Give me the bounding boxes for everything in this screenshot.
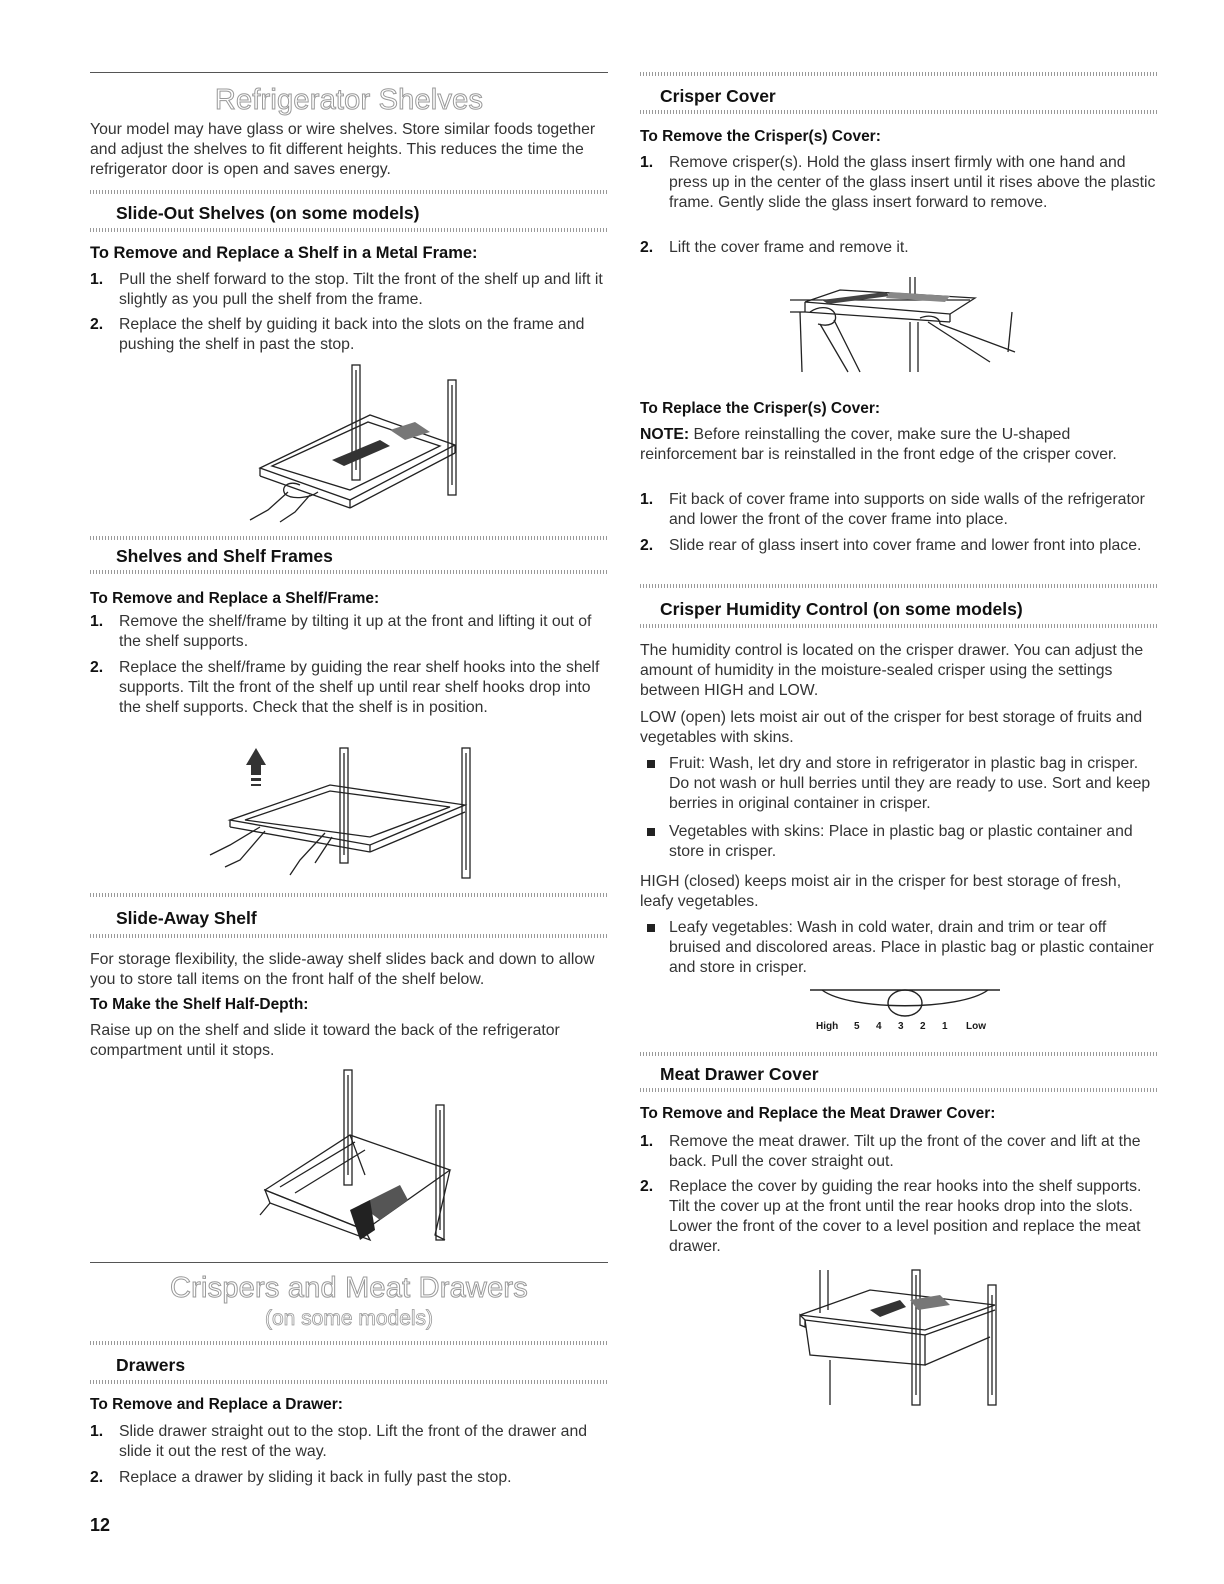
slide-out-shelf-illustration [240, 360, 470, 530]
step-text: Remove the meat drawer. Tilt up the front of the cover and lift at the back. Pull the cover straight out. [669, 1133, 1141, 1170]
divider [640, 72, 1158, 76]
dial-mark: 2 [920, 1021, 926, 1032]
subheading-meat-drawer-cover: To Remove and Replace the Meat Drawer Cover: [640, 1105, 996, 1122]
step-text: Remove crisper(s). Hold the glass insert firmly with one hand and press up in the center of the glass insert until it rises above the plastic frame. Gently slide the glass insert forward to remove. [669, 154, 1156, 211]
bullet-icon [647, 924, 655, 932]
step-text: Remove the shelf/frame by tilting it up at the front and lifting it out of the shelf supports. [119, 613, 592, 650]
subheading-remove-shelf-metal-frame: To Remove and Replace a Shelf in a Metal Frame: [90, 244, 478, 262]
top-rule [90, 72, 608, 73]
list-item [640, 1132, 1158, 1172]
list-item [640, 153, 1158, 233]
list-item [640, 918, 1158, 978]
heading-shelves-and-shelf-frames: Shelves and Shelf Frames [116, 546, 333, 566]
step-number: 2. [90, 1469, 104, 1486]
crisper-cover-illustration [790, 272, 1030, 372]
divider [90, 190, 608, 194]
meat-drawer-illustration [800, 1265, 1010, 1410]
divider [640, 1088, 1158, 1092]
list-item [640, 822, 1158, 862]
bullet-text: Leafy vegetables: Wash in cold water, drain and trim or tear off bruised and discolored areas. Place in plastic bag or plastic container and store in crisper. [669, 919, 1154, 976]
dial-mark: 4 [876, 1021, 882, 1032]
step-number: 1. [90, 613, 104, 630]
step-text: Replace the cover by guiding the rear hooks into the shelf supports. Tilt the cover up at the front until the rear hooks drop into the slots. Lower the front of the cover to a level position and replace the meat drawer. [669, 1178, 1142, 1255]
divider [90, 1380, 608, 1384]
step-text: Pull the shelf forward to the stop. Tilt the front of the shelf up and lift it slightly as you pull the shelf from the frame. [119, 271, 603, 308]
humidity-dial-graphic [810, 985, 1010, 1019]
note-paragraph [640, 425, 1145, 465]
dial-high-label: High [816, 1021, 839, 1032]
step-text: Replace a drawer by sliding it back in fully past the stop. [119, 1469, 512, 1486]
section-subtitle-crispers: (on some models) [264, 1307, 434, 1330]
divider [90, 228, 608, 232]
step-text: Slide drawer straight out to the stop. Lift the front of the drawer and slide it out the rest of the way. [119, 1423, 588, 1460]
step-text: Lift the cover frame and remove it. [669, 239, 909, 256]
shelf-frame-illustration [220, 745, 480, 880]
half-depth-text: Raise up on the shelf and slide it toward the back of the refrigerator compartment until it stops. [90, 1022, 560, 1059]
step-number: 2. [640, 1178, 654, 1195]
list-item [90, 1422, 608, 1462]
step-text: Replace the shelf/frame by guiding the rear shelf hooks into the shelf supports. Tilt the front of the shelf up until rear shelf hooks drop into the shelf supports. Check that the shelf is in position. [119, 659, 600, 716]
divider [640, 1052, 1158, 1056]
bullet-icon [647, 760, 655, 768]
divider [90, 893, 608, 897]
heading-drawers: Drawers [116, 1355, 186, 1375]
step-number: 1. [640, 154, 654, 171]
heading-humidity-control: Crisper Humidity Control (on some models) [660, 599, 1023, 619]
bullet-text: Vegetables with skins: Place in plastic bag or plastic container and store in crisper. [669, 823, 1133, 860]
dial-mark: 3 [898, 1021, 904, 1032]
shelves-intro: Your model may have glass or wire shelves. Store similar foods together and adjust the shelves to fit different heights. This reduces the time the refrigerator door is open and saves energy. [90, 121, 596, 178]
subheading-remove-crisper-cover: To Remove the Crisper(s) Cover: [640, 128, 881, 145]
slide-away-intro: For storage flexibility, the slide-away shelf slides back and down to allow you to store tall items on the front half of the shelf below. [90, 951, 595, 988]
subheading-half-depth: To Make the Shelf Half-Depth: [90, 996, 309, 1013]
left-column [90, 0, 608, 1584]
list-item [640, 490, 1158, 530]
section-title-refrigerator-shelves: Refrigerator Shelves [214, 84, 484, 116]
list-item [640, 536, 1158, 576]
right-column [640, 0, 1158, 1584]
section-rule [90, 1262, 608, 1263]
divider [640, 110, 1158, 114]
page-number: 12 [90, 1515, 111, 1535]
heading-meat-drawer-cover: Meat Drawer Cover [660, 1064, 819, 1084]
step-number: 1. [90, 1423, 104, 1440]
bullet-icon [647, 828, 655, 836]
slide-away-shelf-illustration [240, 1065, 460, 1255]
step-number: 1. [640, 1133, 654, 1150]
divider [90, 536, 608, 540]
step-number: 2. [90, 316, 104, 333]
bullet-text: Fruit: Wash, let dry and store in refrigerator in plastic bag in crisper. Do not wash or hull berries until they are ready to use. Sort and keep berries in original container in crisper. [669, 755, 1151, 812]
dial-low-label: Low [966, 1021, 986, 1032]
list-item [90, 270, 608, 310]
divider [640, 584, 1158, 588]
list-item [640, 754, 1158, 814]
step-number: 2. [90, 659, 104, 676]
humidity-dial [810, 985, 1010, 1035]
divider [90, 934, 608, 938]
dial-mark: 5 [854, 1021, 860, 1032]
step-number: 1. [640, 491, 654, 508]
list-item [90, 612, 608, 652]
list-item [90, 1468, 608, 1488]
step-number: 2. [640, 239, 654, 256]
note-label: NOTE: [640, 426, 690, 443]
heading-slide-away-shelf: Slide-Away Shelf [116, 908, 257, 928]
section-title-crispers: Crispers and Meat Drawers [170, 1272, 528, 1304]
step-number: 1. [90, 271, 104, 288]
high-setting-text: HIGH (closed) keeps moist air in the crisper for best storage of fresh, leafy vegetables. [640, 873, 1122, 910]
list-item [640, 238, 1158, 258]
subheading-remove-drawer: To Remove and Replace a Drawer: [90, 1396, 343, 1413]
dial-mark: 1 [942, 1021, 948, 1032]
low-setting-text: LOW (open) lets moist air out of the crisper for best storage of fruits and vegetables with skins. [640, 709, 1143, 746]
humidity-intro: The humidity control is located on the crisper drawer. You can adjust the amount of humidity in the moisture-sealed crisper using the settings between HIGH and LOW. [640, 642, 1144, 699]
list-item [640, 1177, 1158, 1257]
subheading-replace-crisper-cover: To Replace the Crisper(s) Cover: [640, 400, 881, 417]
subheading-remove-shelf-frame: To Remove and Replace a Shelf/Frame: [90, 590, 380, 607]
step-text: Slide rear of glass insert into cover frame and lower front into place. [669, 537, 1142, 554]
note-text: Before reinstalling the cover, make sure the U-shaped reinforcement bar is reinstalled in the front edge of the crisper cover. [640, 426, 1117, 463]
divider [640, 624, 1158, 628]
heading-crisper-cover: Crisper Cover [660, 86, 776, 106]
step-text: Fit back of cover frame into supports on side walls of the refrigerator and lower the front of the cover frame into place. [669, 491, 1145, 528]
divider [90, 1341, 608, 1345]
list-item [90, 315, 608, 355]
heading-slide-out-shelves: Slide-Out Shelves (on some models) [116, 203, 420, 223]
divider [90, 570, 608, 574]
step-text: Replace the shelf by guiding it back into the slots on the frame and pushing the shelf in past the stop. [119, 316, 585, 353]
step-number: 2. [640, 537, 654, 554]
list-item [90, 658, 608, 738]
